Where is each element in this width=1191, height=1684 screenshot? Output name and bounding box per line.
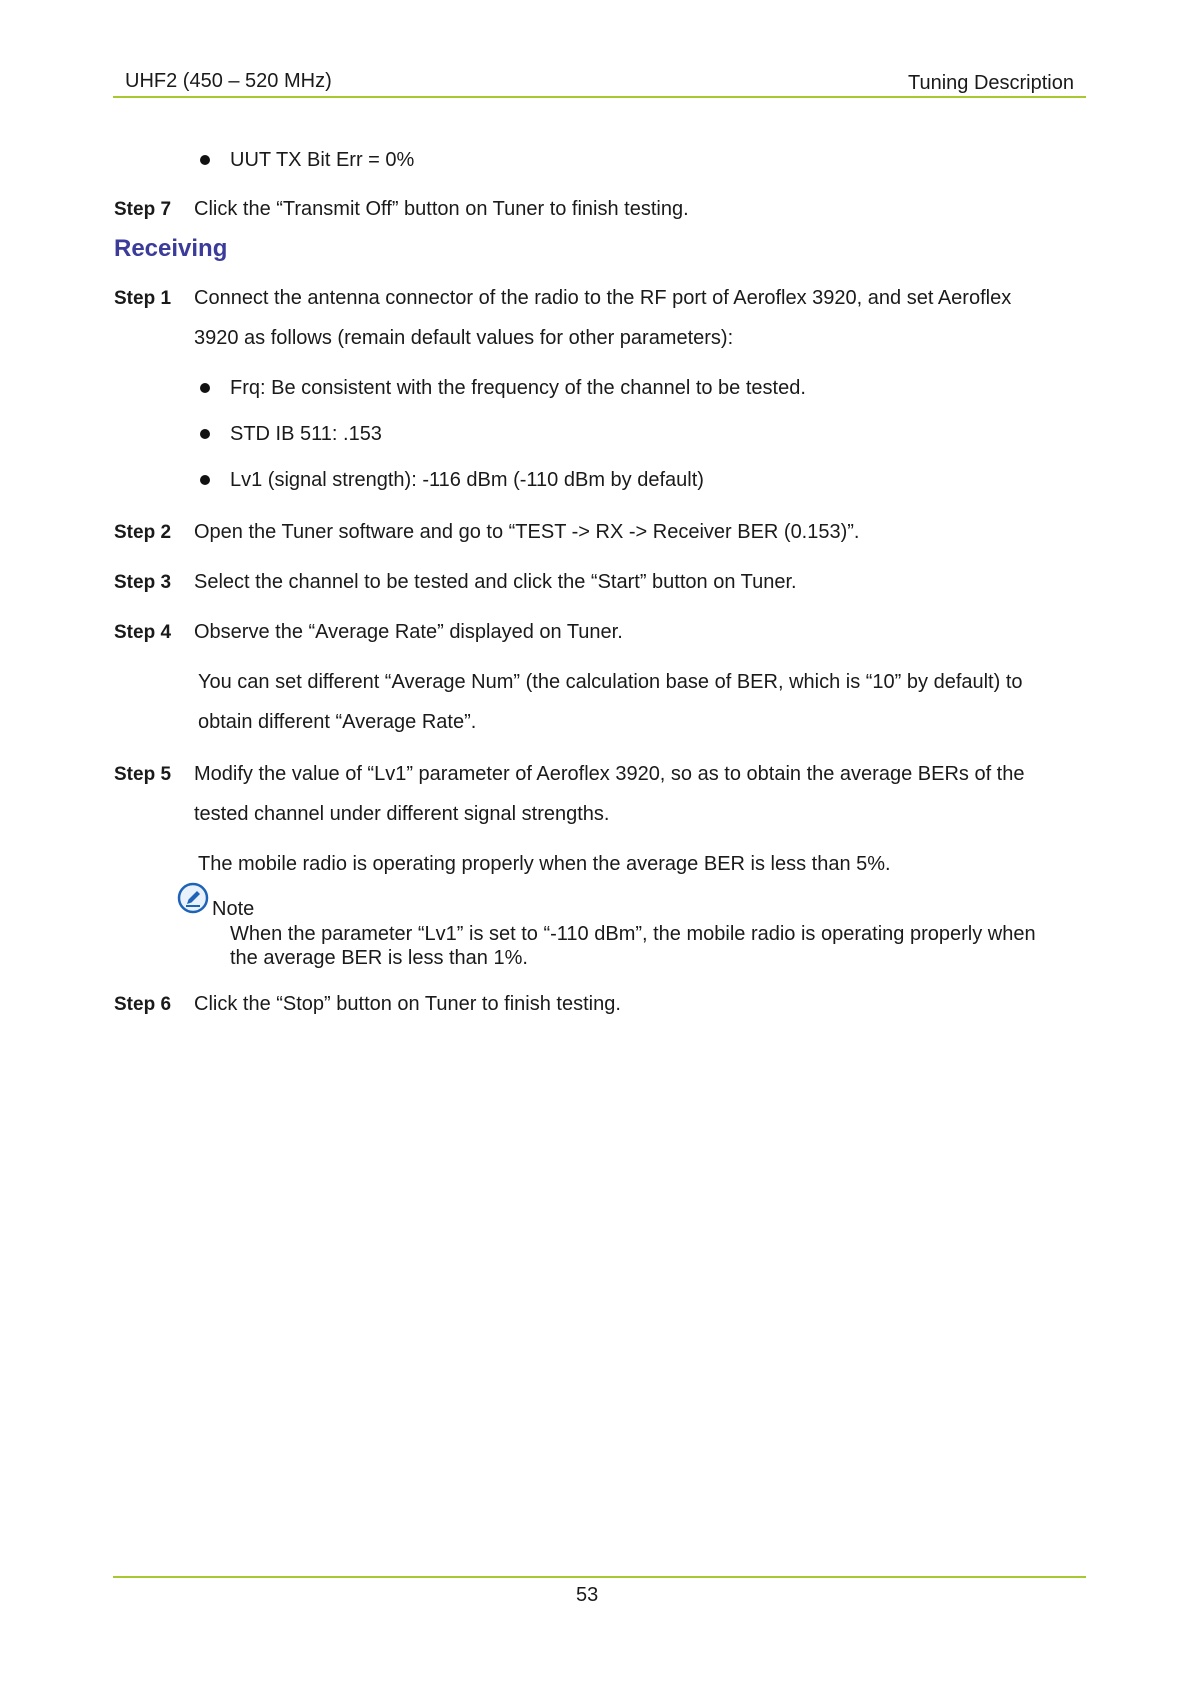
footer-rule	[113, 1576, 1086, 1578]
note-pencil-icon	[177, 882, 209, 914]
header-rule	[113, 96, 1086, 98]
section-heading: Receiving	[114, 235, 228, 262]
step-text: Select the channel to be tested and click the “Start” button on Tuner.	[194, 571, 797, 593]
bullet-icon	[200, 155, 210, 165]
note-text: When the parameter “Lv1” is set to “-110 dBm”, the mobile radio is operating properly when	[230, 923, 1036, 945]
step-text-cont: tested channel under different signal strengths.	[194, 803, 610, 825]
step-label: Step 5	[114, 764, 172, 785]
step-label: Step 7	[114, 199, 172, 220]
header-right: Tuning Description	[907, 72, 1074, 94]
header-left: UHF2 (450 – 520 MHz)	[125, 70, 332, 92]
step-label: Step 2	[114, 522, 172, 543]
step-paragraph: The mobile radio is operating properly when the average BER is less than 5%.	[198, 853, 891, 875]
step-text: Observe the “Average Rate” displayed on Tuner.	[194, 621, 623, 643]
list-item: STD IB 511: .153	[230, 423, 382, 445]
step-text: Connect the antenna connector of the radio to the RF port of Aeroflex 3920, and set Aeroflex	[194, 287, 1012, 309]
step-label: Step 4	[114, 622, 172, 643]
step-text: Open the Tuner software and go to “TEST -> RX -> Receiver BER (0.153)”.	[194, 521, 860, 543]
step-text: Click the “Stop” button on Tuner to finish testing.	[194, 993, 621, 1015]
step-text-cont: 3920 as follows (remain default values for other parameters):	[194, 327, 734, 349]
note-text-cont: the average BER is less than 1%.	[230, 947, 528, 969]
step-label: Step 1	[114, 288, 172, 309]
tx-bullet-text: UUT TX Bit Err = 0%	[230, 149, 415, 171]
list-item: Lv1 (signal strength): -116 dBm (-110 dBm by default)	[230, 469, 704, 491]
step-paragraph: You can set different “Average Num” (the calculation base of BER, which is “10” by default) to	[198, 671, 1023, 693]
page-number: 53	[576, 1584, 599, 1606]
bullet-icon	[200, 429, 210, 439]
step-label: Step 3	[114, 572, 172, 593]
step-paragraph-cont: obtain different “Average Rate”.	[198, 711, 477, 733]
step-text: Modify the value of “Lv1” parameter of Aeroflex 3920, so as to obtain the average BERs of the	[194, 763, 1025, 785]
bullet-icon	[200, 383, 210, 393]
step-text: Click the “Transmit Off” button on Tuner to finish testing.	[194, 198, 689, 220]
list-item: Frq: Be consistent with the frequency of the channel to be tested.	[230, 377, 806, 399]
note-label: Note	[212, 898, 255, 920]
step-label: Step 6	[114, 994, 172, 1015]
bullet-icon	[200, 475, 210, 485]
